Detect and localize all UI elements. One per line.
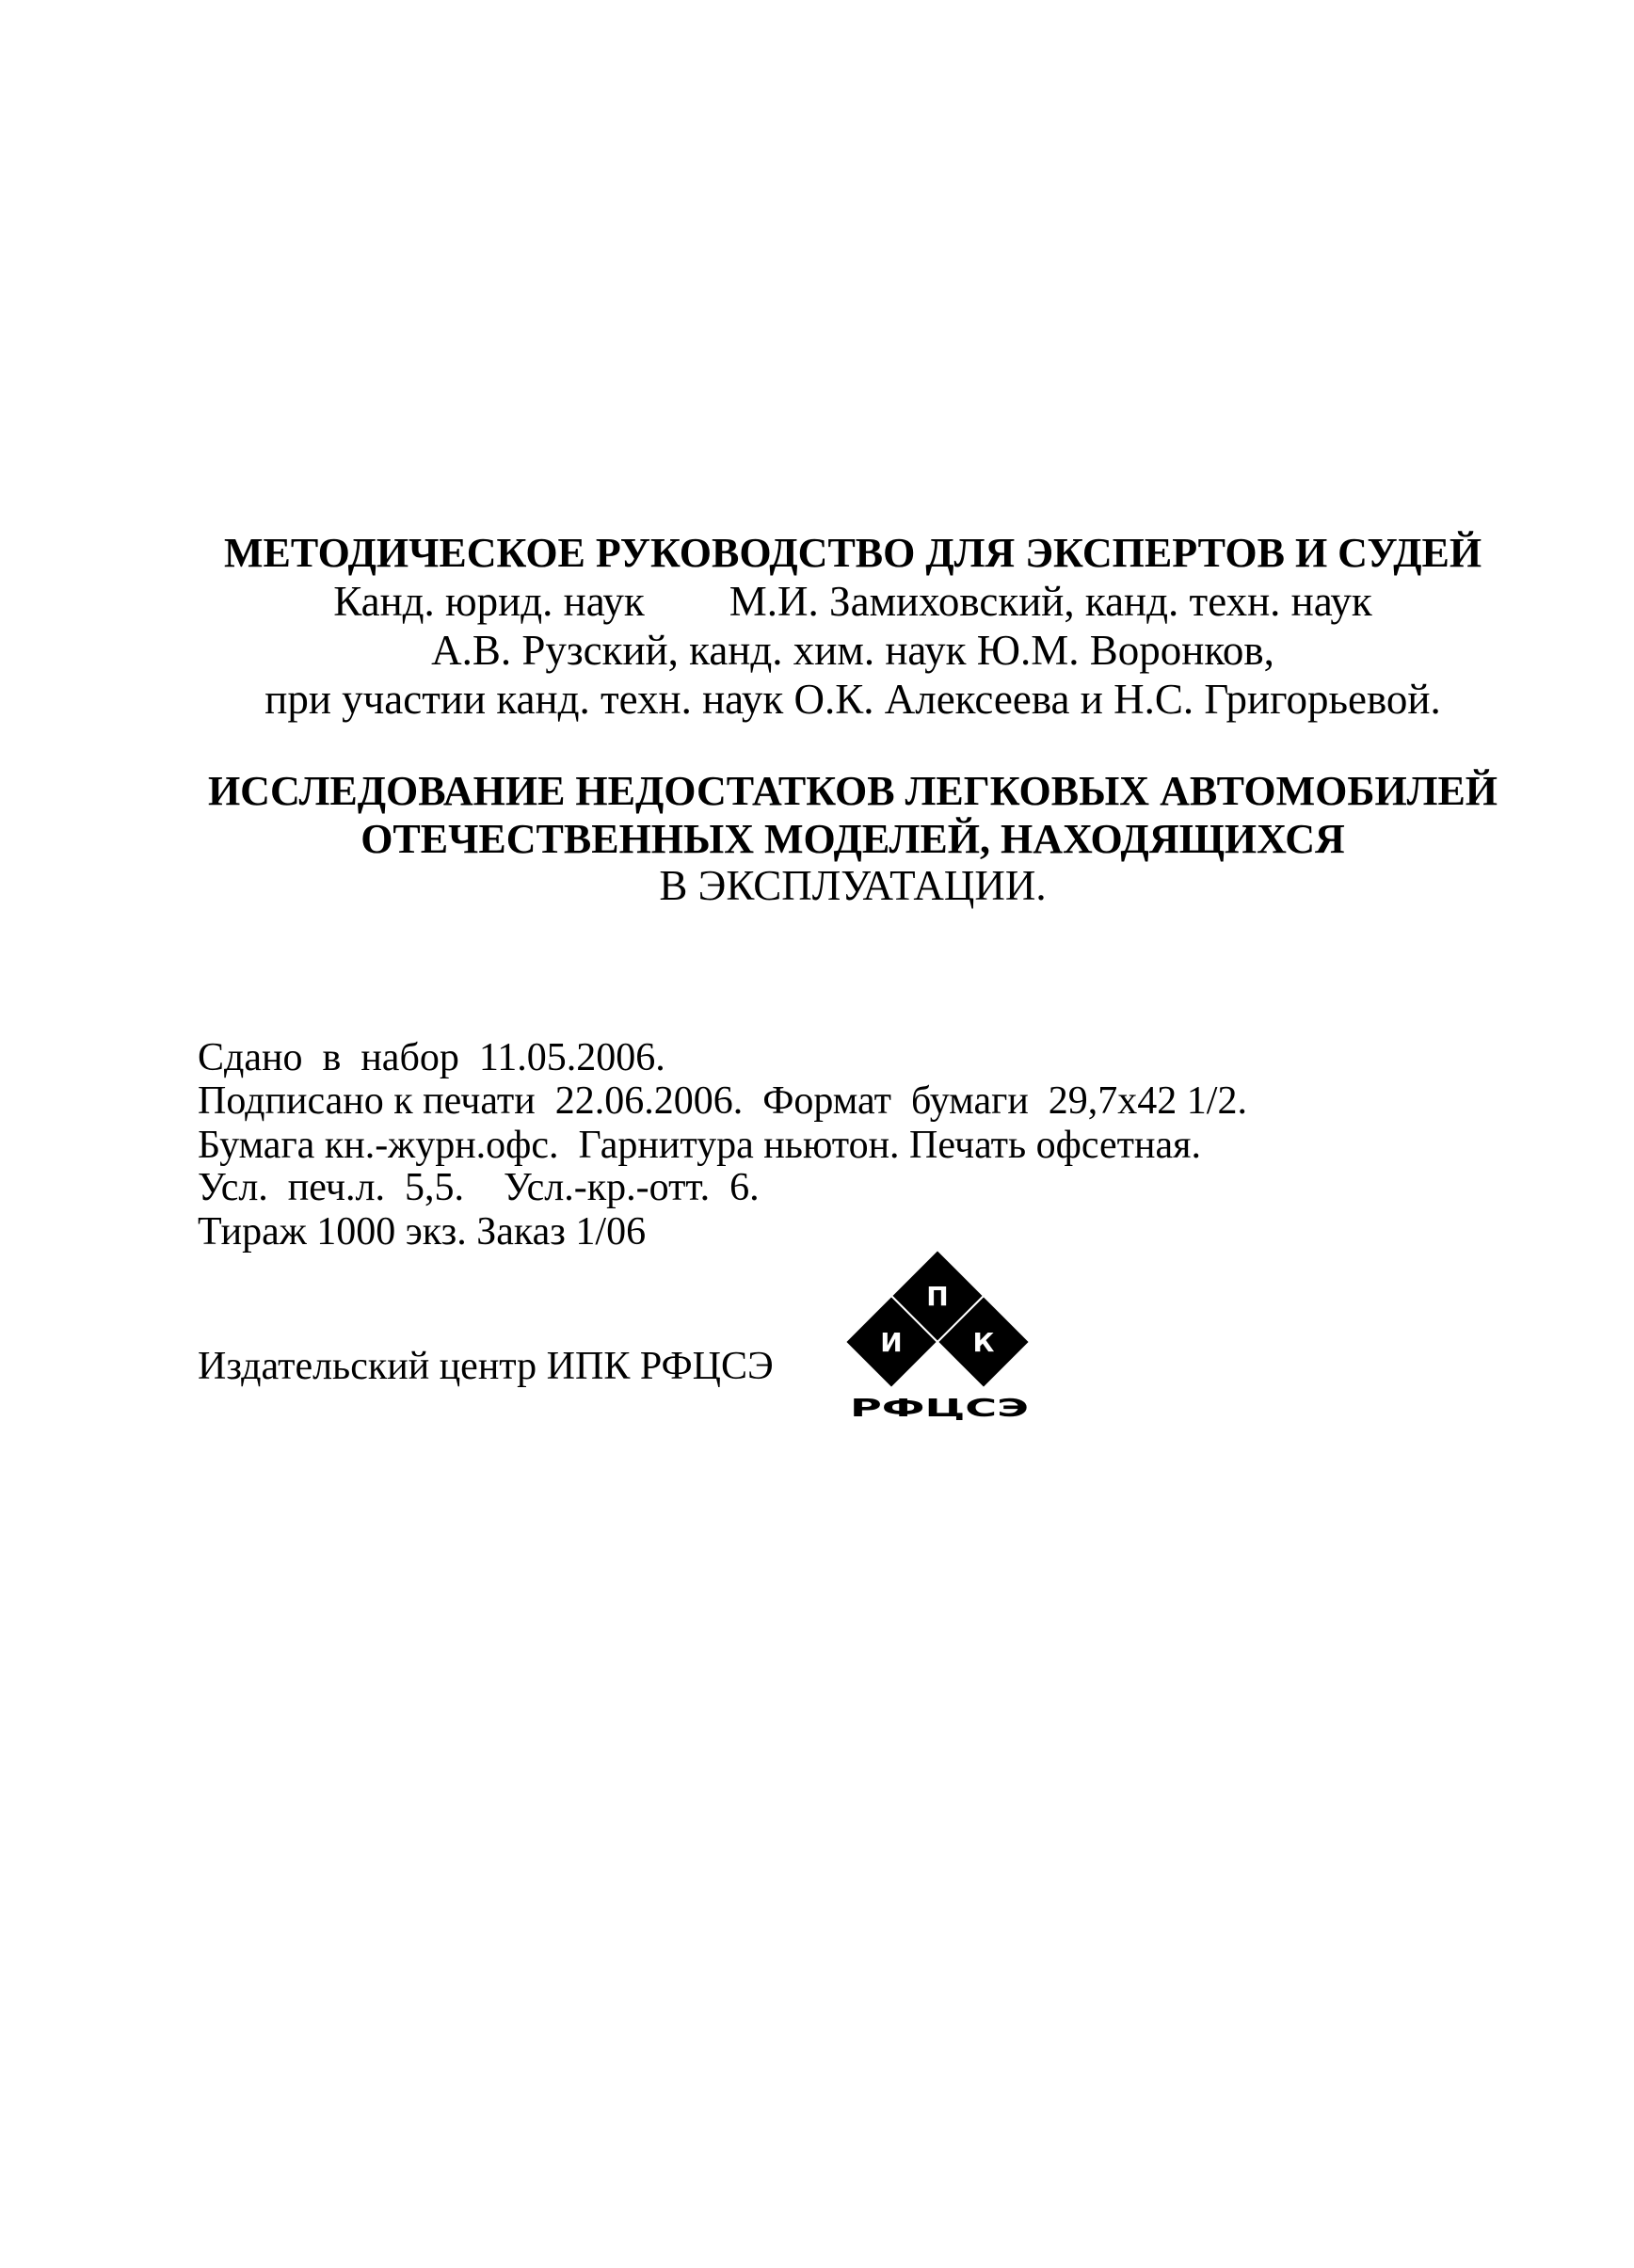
logo-letter-i: И [880,1327,903,1358]
logo-caption: РФЦСЭ [850,1395,1029,1423]
imprint-line-typeset: Сдано в набор 11.05.2006. [198,1036,665,1079]
imprint-line-signed: Подписано к печати 22.06.2006. Формат бумаги 29,7x42 1/2. [198,1079,1247,1123]
logo-letter-k: К [972,1327,995,1358]
authors-line-3: при участии канд. техн. наук О.К. Алексеева и Н.С. Григорьевой. [264,676,1441,723]
imprint-line-paper: Бумага кн.-журн.офс. Гарнитура ньютон. Печать офсетная. [198,1124,1201,1167]
document-title: МЕТОДИЧЕСКОЕ РУКОВОДСТВО ДЛЯ ЭКСПЕРТОВ И СУДЕЙ [223,530,1482,576]
logo-letter-p: П [926,1281,949,1312]
publisher-logo [842,1247,1035,1426]
subject-line-2: ОТЕЧЕСТВЕННЫХ МОДЕЛЕЙ, НАХОДЯЩИХСЯ [360,816,1345,862]
subject-line-3: В ЭКСПЛУАТАЦИИ. [659,862,1047,909]
imprint-line-circulation: Тираж 1000 экз. Заказ 1/06 [198,1210,647,1254]
publisher-name: Издательский центр ИПК РФЦСЭ [198,1345,774,1388]
subject-line-1: ИССЛЕДОВАНИЕ НЕДОСТАТКОВ ЛЕГКОВЫХ АВТОМОБИЛЕЙ [207,768,1498,814]
authors-line-2: А.В. Рузский, канд. хим. наук Ю.М. Воронков, [431,627,1274,674]
authors-line-1: Канд. юрид. наук М.И. Замиховский, канд. техн. наук [333,578,1372,625]
imprint-line-sheets: Усл. печ.л. 5,5. Усл.-кр.-отт. 6. [198,1166,760,1209]
